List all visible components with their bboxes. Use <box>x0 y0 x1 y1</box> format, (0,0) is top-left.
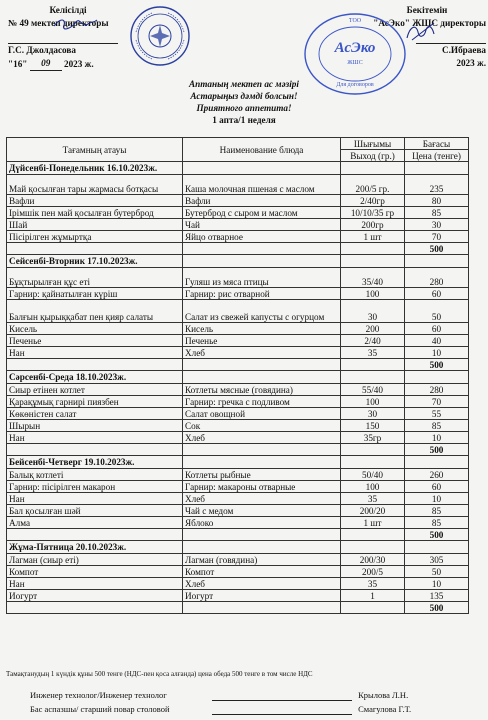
dish-name-kz: Иогурт <box>7 590 183 602</box>
day-title: Бейсенбі-Четверг 19.10.2023ж. <box>7 456 183 469</box>
dish-name-ru: Лагман (говядина) <box>183 554 341 566</box>
dish-output: 100 <box>341 481 405 493</box>
dish-name-ru: Чай с медом <box>183 505 341 517</box>
empty-cell <box>405 541 469 554</box>
dish-output: 1 <box>341 590 405 602</box>
empty-cell <box>7 359 183 371</box>
dish-name-ru: Котлеты мясные (говядина) <box>183 384 341 396</box>
stamp-label: Для договоров <box>336 82 374 88</box>
header-name-ru: Наименование блюда <box>183 138 341 162</box>
dish-output: 200/5 гр. <box>341 175 405 195</box>
dish-price: 40 <box>405 335 469 347</box>
table-row <box>7 420 469 432</box>
signature-right <box>404 20 438 44</box>
school-director-position: № 49 мектеп директоры <box>8 18 109 28</box>
date-day: "16" <box>8 59 28 69</box>
empty-cell <box>183 243 341 255</box>
dish-name-ru: Хлеб <box>183 432 341 444</box>
dish-price: 235 <box>405 175 469 195</box>
day-total-price: 500 <box>405 529 469 541</box>
dish-output: 200/20 <box>341 505 405 517</box>
dish-price: 50 <box>405 566 469 578</box>
dish-price: 85 <box>405 207 469 219</box>
dish-name-kz: Шырын <box>7 420 183 432</box>
dish-name-kz: Бал қосылған шәй <box>7 505 183 517</box>
dish-name-ru: Хлеб <box>183 578 341 590</box>
day-header-row <box>7 541 469 554</box>
dish-output: 100 <box>341 288 405 300</box>
header-price: Бағасы <box>405 138 469 150</box>
header-output-sub: Выход (гр.) <box>341 150 405 162</box>
dish-name-ru: Гарнир: гречка с подливом <box>183 396 341 408</box>
empty-cell <box>183 529 341 541</box>
dish-output: 100 <box>341 396 405 408</box>
empty-cell <box>341 371 405 384</box>
title-greeting-kz: Астарыңыз дәмді болсын! <box>190 91 298 101</box>
menu-title <box>120 78 368 126</box>
table-row <box>7 554 469 566</box>
dish-name-kz: Компот <box>7 566 183 578</box>
table-row <box>7 481 469 493</box>
empty-cell <box>183 541 341 554</box>
empty-cell <box>341 541 405 554</box>
dish-output: 30 <box>341 408 405 420</box>
agreed-label: Келісілді <box>49 5 87 15</box>
approval-date-left <box>8 57 128 71</box>
empty-cell <box>341 255 405 268</box>
dish-name-ru: Гарнир: макароны отварные <box>183 481 341 493</box>
header-output: Шығымы <box>341 138 405 150</box>
empty-cell <box>341 444 405 456</box>
table-row <box>7 175 469 195</box>
dish-price: 55 <box>405 408 469 420</box>
dish-name-kz: Кисель <box>7 323 183 335</box>
dish-output: 200гр <box>341 219 405 231</box>
dish-price: 60 <box>405 323 469 335</box>
dish-name-kz: Гарнир: қайнатылған күріш <box>7 288 183 300</box>
dish-name-kz: Шай <box>7 219 183 231</box>
signature-row-technologist <box>30 690 470 701</box>
table-row <box>7 207 469 219</box>
signature-name: Крылова Л.Н. <box>358 690 409 700</box>
dish-name-ru: Хлеб <box>183 493 341 505</box>
dish-output: 35 <box>341 493 405 505</box>
date-year: 2023 ж. <box>63 59 94 69</box>
empty-cell <box>341 162 405 175</box>
dish-output: 1 шт <box>341 517 405 529</box>
dish-output: 200 <box>341 323 405 335</box>
dish-name-kz: Алма <box>7 517 183 529</box>
dish-name-kz: Нан <box>7 493 183 505</box>
company-director-name: С.Ибраева <box>441 45 486 55</box>
empty-cell <box>341 602 405 614</box>
dish-name-ru: Сок <box>183 420 341 432</box>
dish-name-kz: Қарақұмық гарнирі пиязбен <box>7 396 183 408</box>
dish-price: 85 <box>405 420 469 432</box>
school-director-name: Г.С. Джолдасова <box>8 45 76 55</box>
dish-name-kz: Лагман (сиыр еті) <box>7 554 183 566</box>
table-row <box>7 432 469 444</box>
dish-output: 200/30 <box>341 554 405 566</box>
empty-cell <box>7 529 183 541</box>
empty-cell <box>183 444 341 456</box>
empty-cell <box>183 371 341 384</box>
dish-price: 70 <box>405 231 469 243</box>
dish-name-ru: Хлеб <box>183 347 341 359</box>
dish-name-ru: Чай <box>183 219 341 231</box>
title-week: 1 апта/1 неделя <box>212 115 276 125</box>
dish-price: 80 <box>405 195 469 207</box>
dish-name-ru: Гуляш из мяса птицы <box>183 268 341 288</box>
empty-cell <box>183 456 341 469</box>
day-total-price: 500 <box>405 602 469 614</box>
dish-price: 10 <box>405 432 469 444</box>
table-row <box>7 268 469 288</box>
day-total-row <box>7 602 469 614</box>
dish-name-ru: Салат овощной <box>183 408 341 420</box>
dish-price: 305 <box>405 554 469 566</box>
signature-role: Бас аспазшы/ старший повар столовой <box>30 704 170 714</box>
signature-left <box>52 14 98 34</box>
signature-blank <box>212 690 352 701</box>
title-greeting-ru: Приятного аппетита! <box>196 103 292 113</box>
dish-name-kz: Вафли <box>7 195 183 207</box>
table-row <box>7 590 469 602</box>
dish-output: 150 <box>341 420 405 432</box>
dish-output: 200/5 <box>341 566 405 578</box>
dish-name-kz: Сиыр етінен котлет <box>7 384 183 396</box>
empty-cell <box>405 456 469 469</box>
table-row <box>7 347 469 359</box>
day-title: Жұма-Пятница 20.10.2023ж. <box>7 541 183 554</box>
dish-output: 35 <box>341 347 405 359</box>
dish-name-kz: Печенье <box>7 335 183 347</box>
empty-cell <box>341 243 405 255</box>
empty-cell <box>183 255 341 268</box>
empty-cell <box>183 162 341 175</box>
signature-row-cook <box>30 704 470 715</box>
day-total-price: 500 <box>405 444 469 456</box>
dish-name-kz: Нан <box>7 347 183 359</box>
day-total-row <box>7 529 469 541</box>
dish-name-ru: Салат из свежей капусты с огурцом <box>183 300 341 323</box>
empty-cell <box>7 602 183 614</box>
company-director-position: "АсЭко" ЖШС директоры <box>373 18 486 28</box>
table-row <box>7 517 469 529</box>
dish-name-kz: Көкөністен салат <box>7 408 183 420</box>
dish-name-ru: Бутерброд с сыром и маслом <box>183 207 341 219</box>
dish-name-kz: Гарнир: пісірілген макарон <box>7 481 183 493</box>
price-footnote: Тамақтанудың 1 күндік құны 500 тенге (НДС-пен қоса алғанда) цена обеда 500 тенге в том числе НДС <box>6 670 313 678</box>
day-title: Сәрсенбі-Среда 18.10.2023ж. <box>7 371 183 384</box>
dish-name-ru: Вафли <box>183 195 341 207</box>
dish-price: 60 <box>405 481 469 493</box>
empty-cell <box>405 371 469 384</box>
dish-output: 55/40 <box>341 384 405 396</box>
signature-name: Смагулова Г.Т. <box>358 704 412 714</box>
dish-name-ru: Гарнир: рис отварной <box>183 288 341 300</box>
dish-name-kz: Балғын қырыққабат пен қияр салаты <box>7 300 183 323</box>
date-month: 09 <box>30 57 62 71</box>
day-title: Сейсенбі-Вторник 17.10.2023ж. <box>7 255 183 268</box>
table-row <box>7 469 469 481</box>
dish-name-ru: Каша молочная пшеная с маслом <box>183 175 341 195</box>
day-total-price: 500 <box>405 359 469 371</box>
table-row <box>7 566 469 578</box>
day-header-row <box>7 456 469 469</box>
empty-cell <box>405 255 469 268</box>
table-row <box>7 493 469 505</box>
empty-cell <box>341 529 405 541</box>
empty-cell <box>7 444 183 456</box>
day-total-price: 500 <box>405 243 469 255</box>
dish-name-ru: Печенье <box>183 335 341 347</box>
signature-blank <box>212 704 352 715</box>
dish-output: 2/40 <box>341 335 405 347</box>
table-row <box>7 323 469 335</box>
empty-cell <box>183 359 341 371</box>
table-row <box>7 288 469 300</box>
empty-cell <box>341 359 405 371</box>
dish-price: 10 <box>405 493 469 505</box>
day-total-row <box>7 444 469 456</box>
dish-output: 1 шт <box>341 231 405 243</box>
header-price-sub: Цена (тенге) <box>405 150 469 162</box>
dish-name-kz: Бұқтырылған құс еті <box>7 268 183 288</box>
table-row <box>7 384 469 396</box>
dish-price: 60 <box>405 288 469 300</box>
day-total-row <box>7 243 469 255</box>
signature-role: Инженер технолог/Инженер технолог <box>30 690 167 700</box>
menu-table <box>6 137 469 614</box>
table-row <box>7 505 469 517</box>
dish-output: 10/10/35 гр <box>341 207 405 219</box>
approved-label: Бекітемін <box>406 5 448 15</box>
dish-name-kz: Пісірілген жұмыртқа <box>7 231 183 243</box>
dish-name-kz: Нан <box>7 578 183 590</box>
dish-price: 260 <box>405 469 469 481</box>
dish-name-ru: Котлеты рыбные <box>183 469 341 481</box>
table-header-row <box>7 138 469 150</box>
day-header-row <box>7 255 469 268</box>
dish-output: 50/40 <box>341 469 405 481</box>
dish-price: 280 <box>405 384 469 396</box>
dish-name-ru: Яйцо отварное <box>183 231 341 243</box>
approval-date-right: 2023 ж. <box>456 58 486 68</box>
dish-name-kz: Нан <box>7 432 183 444</box>
table-row <box>7 408 469 420</box>
dish-price: 85 <box>405 517 469 529</box>
table-row <box>7 231 469 243</box>
dish-price: 10 <box>405 578 469 590</box>
day-header-row <box>7 371 469 384</box>
header-name-kz: Тағамның атауы <box>7 138 183 162</box>
stamp-company-name: АсЭко <box>334 40 376 56</box>
dish-name-ru: Компот <box>183 566 341 578</box>
dish-name-kz: Ірімшік пен май қосылған бутерброд <box>7 207 183 219</box>
dish-output: 30 <box>341 300 405 323</box>
empty-cell <box>7 243 183 255</box>
dish-price: 280 <box>405 268 469 288</box>
table-row <box>7 195 469 207</box>
dish-name-ru: Кисель <box>183 323 341 335</box>
table-row <box>7 396 469 408</box>
empty-cell <box>405 162 469 175</box>
dish-price: 30 <box>405 219 469 231</box>
table-row <box>7 219 469 231</box>
state-seal-icon <box>128 4 192 68</box>
dish-name-ru: Иогурт <box>183 590 341 602</box>
dish-price: 70 <box>405 396 469 408</box>
day-header-row <box>7 162 469 175</box>
table-row <box>7 335 469 347</box>
dish-price: 10 <box>405 347 469 359</box>
empty-cell <box>183 602 341 614</box>
stamp-code: ТОО <box>348 18 362 24</box>
dish-output: 35гр <box>341 432 405 444</box>
dish-output: 35/40 <box>341 268 405 288</box>
dish-name-kz: Балық котлеті <box>7 469 183 481</box>
stamp-abbr: ЖШС <box>347 60 363 66</box>
dish-name-kz: Май қосылған тары жармасы ботқасы <box>7 175 183 195</box>
dish-price: 85 <box>405 505 469 517</box>
day-total-row <box>7 359 469 371</box>
dish-name-ru: Яблоко <box>183 517 341 529</box>
dish-price: 50 <box>405 300 469 323</box>
table-row <box>7 578 469 590</box>
dish-price: 135 <box>405 590 469 602</box>
dish-output: 2/40гр <box>341 195 405 207</box>
day-title: Дүйсенбі-Понедельник 16.10.2023ж. <box>7 162 183 175</box>
empty-cell <box>341 456 405 469</box>
table-row <box>7 300 469 323</box>
title-line-kz: Аптаның мектеп ас мәзірі <box>189 79 299 89</box>
dish-output: 35 <box>341 578 405 590</box>
